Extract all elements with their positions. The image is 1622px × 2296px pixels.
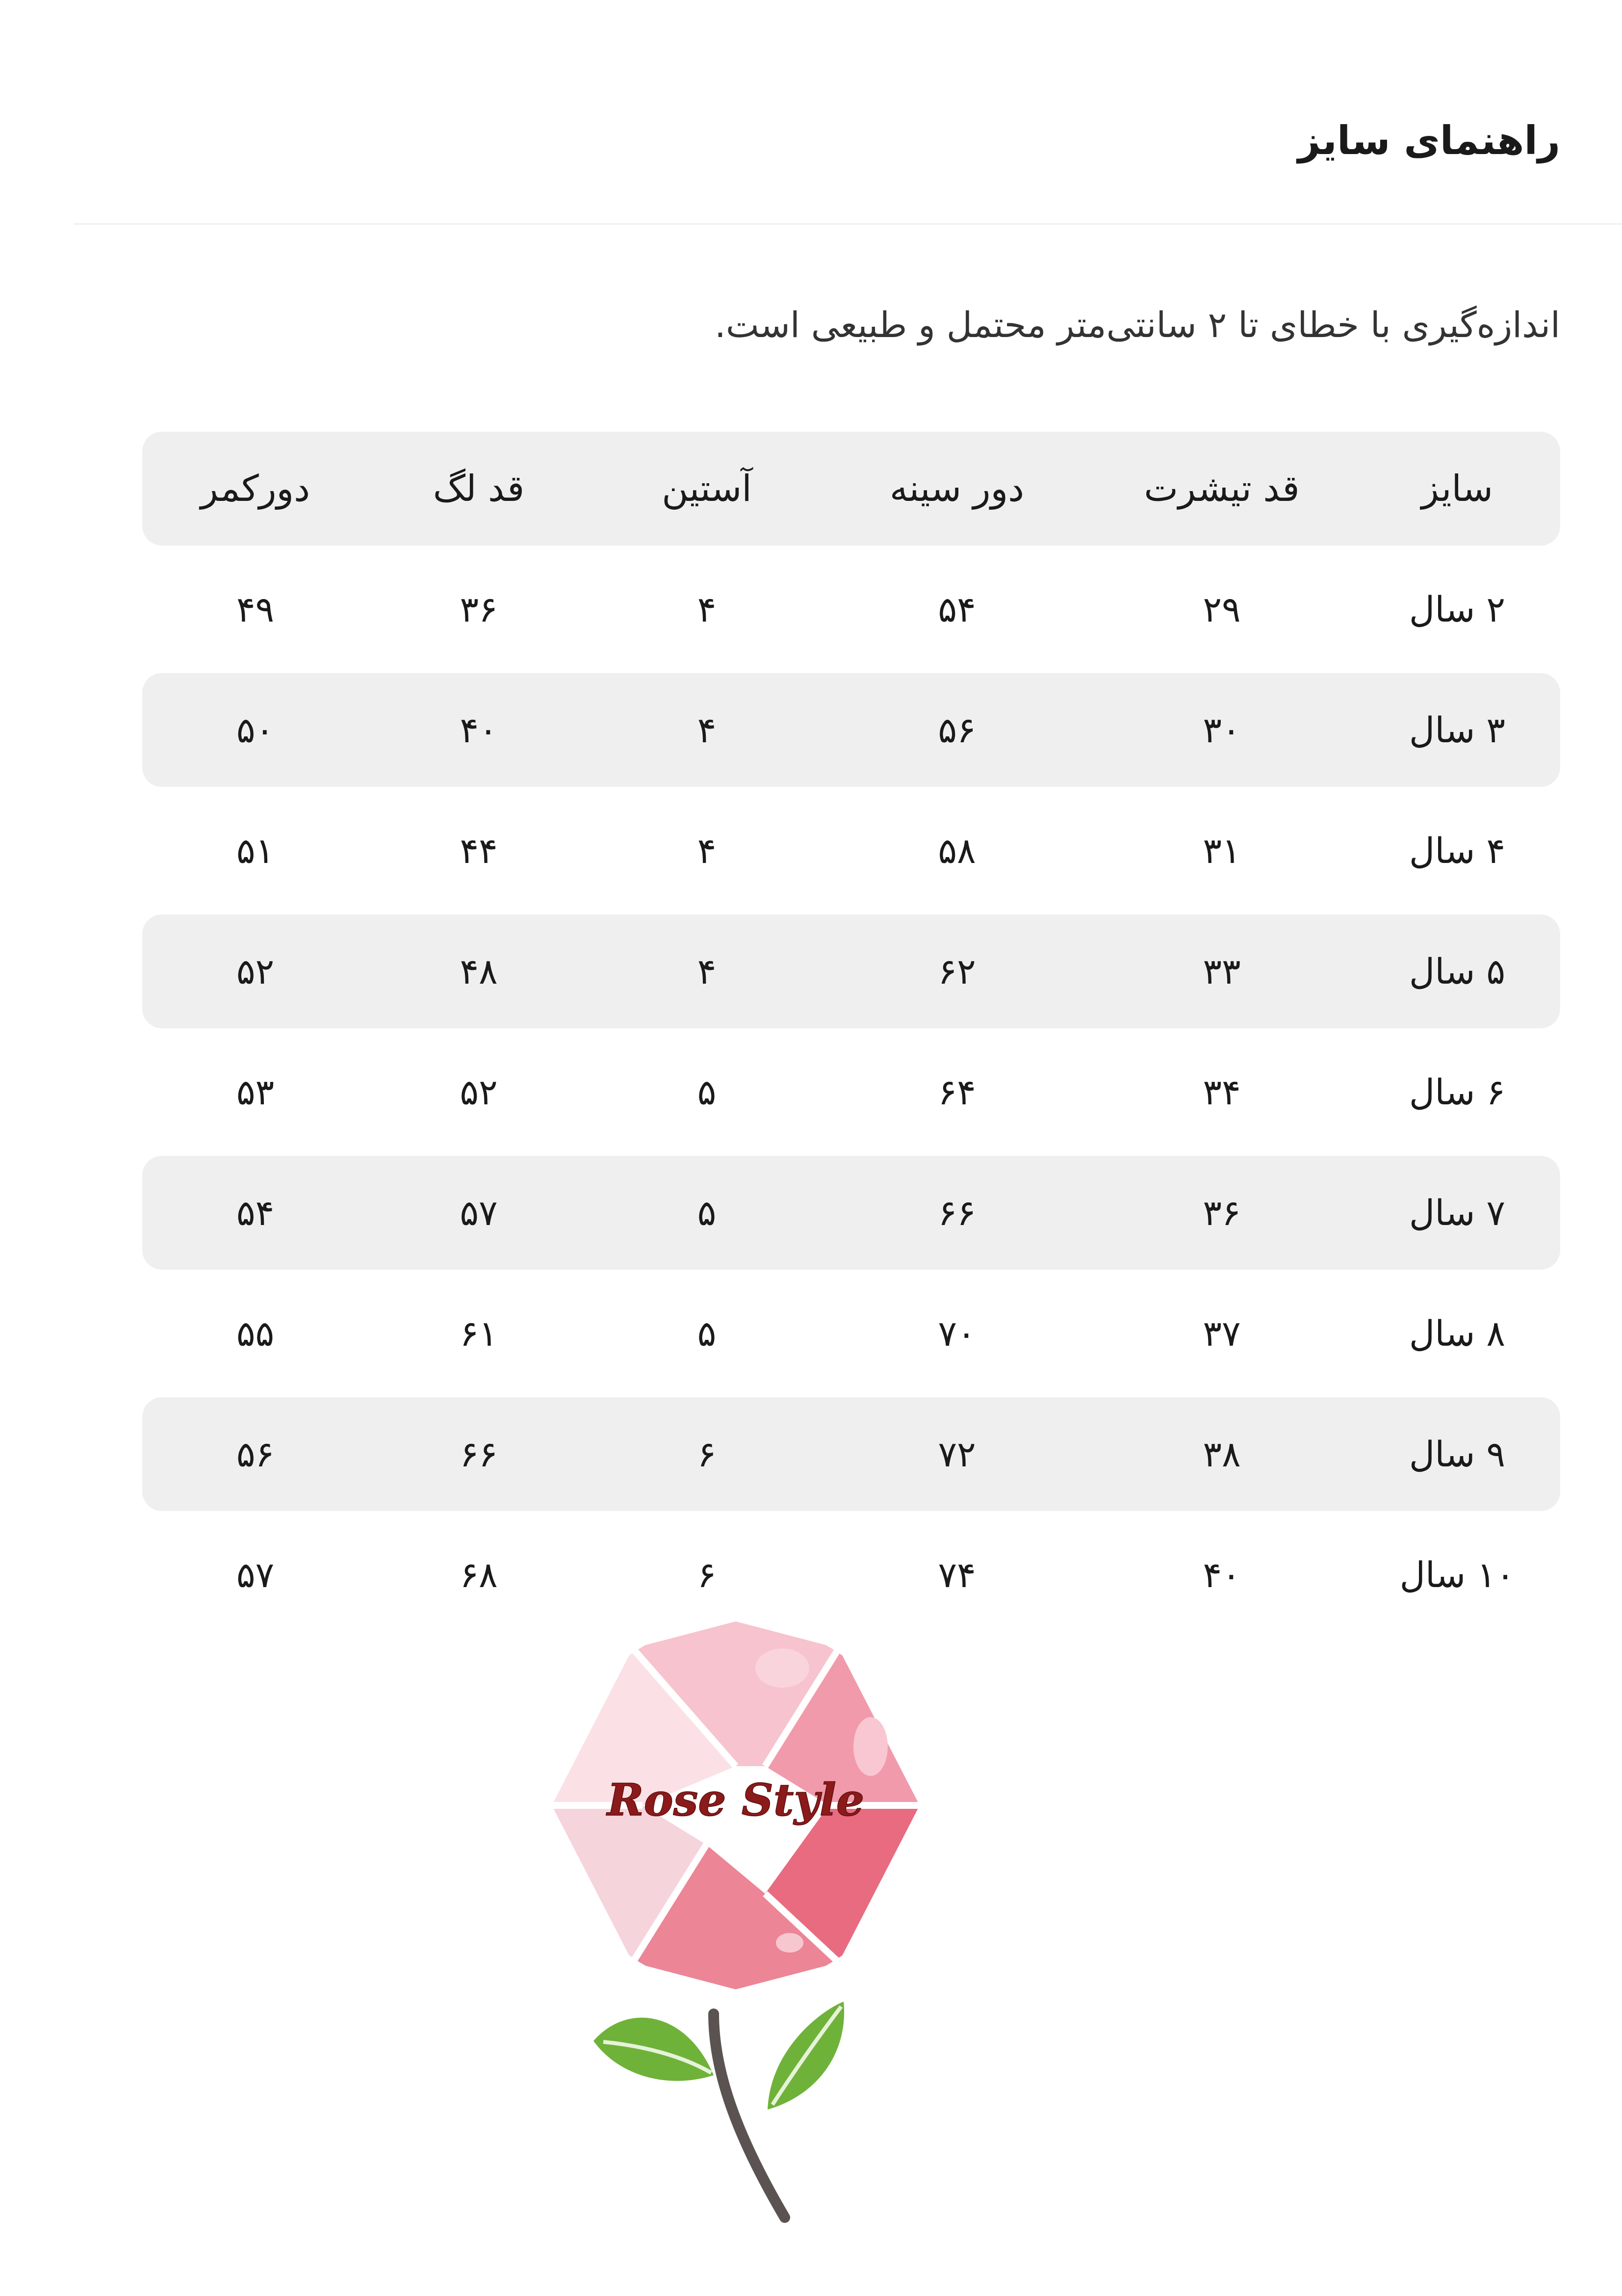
cell-legging-length: ۵۷ bbox=[460, 1192, 498, 1233]
measurement-note: اندازه‌گیری با خطای تا ۲ سانتی‌متر محتمل و طبیعی است. bbox=[714, 304, 1560, 345]
table-row bbox=[142, 1156, 1560, 1270]
cell-chest: ۵۶ bbox=[938, 709, 976, 751]
cell-waist: ۵۴ bbox=[236, 1192, 275, 1233]
cell-tshirt-length: ۳۳ bbox=[1203, 951, 1241, 992]
cell-sleeve: ۴ bbox=[697, 589, 717, 630]
cell-tshirt-length: ۳۶ bbox=[1203, 1192, 1241, 1233]
table-row bbox=[142, 1518, 1560, 1632]
cell-legging-length: ۴۸ bbox=[460, 951, 498, 992]
cell-tshirt-length: ۴۰ bbox=[1203, 1554, 1241, 1595]
cell-tshirt-length: ۲۹ bbox=[1203, 589, 1241, 630]
cell-size: ۷ سال bbox=[1409, 1192, 1506, 1233]
cell-size: ۲ سال bbox=[1409, 589, 1506, 630]
cell-sleeve: ۵ bbox=[697, 1071, 717, 1113]
cell-sleeve: ۵ bbox=[697, 1313, 717, 1354]
cell-sleeve: ۶ bbox=[697, 1434, 717, 1475]
cell-chest: ۶۶ bbox=[938, 1192, 976, 1233]
cell-sleeve: ۵ bbox=[697, 1192, 717, 1233]
header-size: سایز bbox=[1421, 468, 1493, 510]
cell-waist: ۵۶ bbox=[236, 1434, 275, 1475]
cell-tshirt-length: ۳۴ bbox=[1203, 1071, 1241, 1113]
cell-legging-length: ۶۶ bbox=[460, 1434, 498, 1475]
table-header-row bbox=[142, 432, 1560, 546]
cell-legging-length: ۴۴ bbox=[460, 830, 498, 871]
header-legging-length: قد لگ bbox=[433, 468, 525, 510]
table-row bbox=[142, 914, 1560, 1028]
cell-chest: ۵۸ bbox=[938, 830, 976, 871]
cell-sleeve: ۶ bbox=[697, 1554, 717, 1595]
cell-tshirt-length: ۳۸ bbox=[1203, 1434, 1241, 1475]
cell-waist: ۵۰ bbox=[236, 709, 275, 751]
header-tshirt-length: قد تیشرت bbox=[1144, 468, 1300, 510]
cell-chest: ۶۲ bbox=[938, 951, 976, 992]
table-row bbox=[142, 794, 1560, 908]
header-chest: دور سینه bbox=[889, 468, 1025, 510]
header-waist: دورکمر bbox=[200, 468, 310, 510]
cell-legging-length: ۵۲ bbox=[460, 1071, 498, 1113]
cell-legging-length: ۶۱ bbox=[460, 1313, 498, 1354]
cell-chest: ۵۴ bbox=[938, 589, 976, 630]
logo-text: Rose Style bbox=[607, 1774, 865, 1826]
cell-legging-length: ۴۰ bbox=[460, 709, 498, 751]
cell-sleeve: ۴ bbox=[697, 830, 717, 871]
cell-waist: ۵۵ bbox=[236, 1313, 275, 1354]
cell-waist: ۵۲ bbox=[236, 951, 275, 992]
table-row bbox=[142, 1035, 1560, 1149]
title-divider bbox=[74, 223, 1622, 225]
table-row bbox=[142, 1277, 1560, 1390]
cell-chest: ۶۴ bbox=[938, 1071, 976, 1113]
cell-size: ۸ سال bbox=[1409, 1313, 1506, 1354]
rose-style-logo bbox=[544, 1619, 927, 2227]
cell-chest: ۷۲ bbox=[938, 1434, 976, 1475]
cell-legging-length: ۶۸ bbox=[460, 1554, 498, 1595]
table-row bbox=[142, 1397, 1560, 1511]
cell-size: ۳ سال bbox=[1409, 709, 1506, 751]
table-row bbox=[142, 673, 1560, 787]
rose-aperture-logo-icon bbox=[544, 1619, 927, 2227]
cell-size: ۴ سال bbox=[1409, 830, 1506, 871]
cell-size: ۶ سال bbox=[1409, 1071, 1506, 1113]
cell-size: ۵ سال bbox=[1409, 951, 1506, 992]
cell-tshirt-length: ۳۷ bbox=[1203, 1313, 1241, 1354]
cell-sleeve: ۴ bbox=[697, 951, 717, 992]
cell-waist: ۵۷ bbox=[236, 1554, 275, 1595]
cell-tshirt-length: ۳۰ bbox=[1203, 709, 1241, 751]
cell-legging-length: ۳۶ bbox=[460, 589, 498, 630]
size-table bbox=[142, 432, 1560, 1639]
cell-chest: ۷۰ bbox=[938, 1313, 976, 1354]
cell-size: ۱۰ سال bbox=[1399, 1554, 1515, 1595]
cell-sleeve: ۴ bbox=[697, 709, 717, 751]
cell-chest: ۷۴ bbox=[938, 1554, 976, 1595]
header-sleeve: آستین bbox=[662, 468, 752, 510]
cell-waist: ۴۹ bbox=[236, 589, 275, 630]
table-row bbox=[142, 552, 1560, 666]
cell-size: ۹ سال bbox=[1409, 1434, 1506, 1475]
cell-waist: ۵۳ bbox=[236, 1071, 275, 1113]
cell-tshirt-length: ۳۱ bbox=[1203, 830, 1241, 871]
page-title: راهنمای سایز bbox=[1298, 118, 1560, 163]
cell-waist: ۵۱ bbox=[236, 830, 275, 871]
